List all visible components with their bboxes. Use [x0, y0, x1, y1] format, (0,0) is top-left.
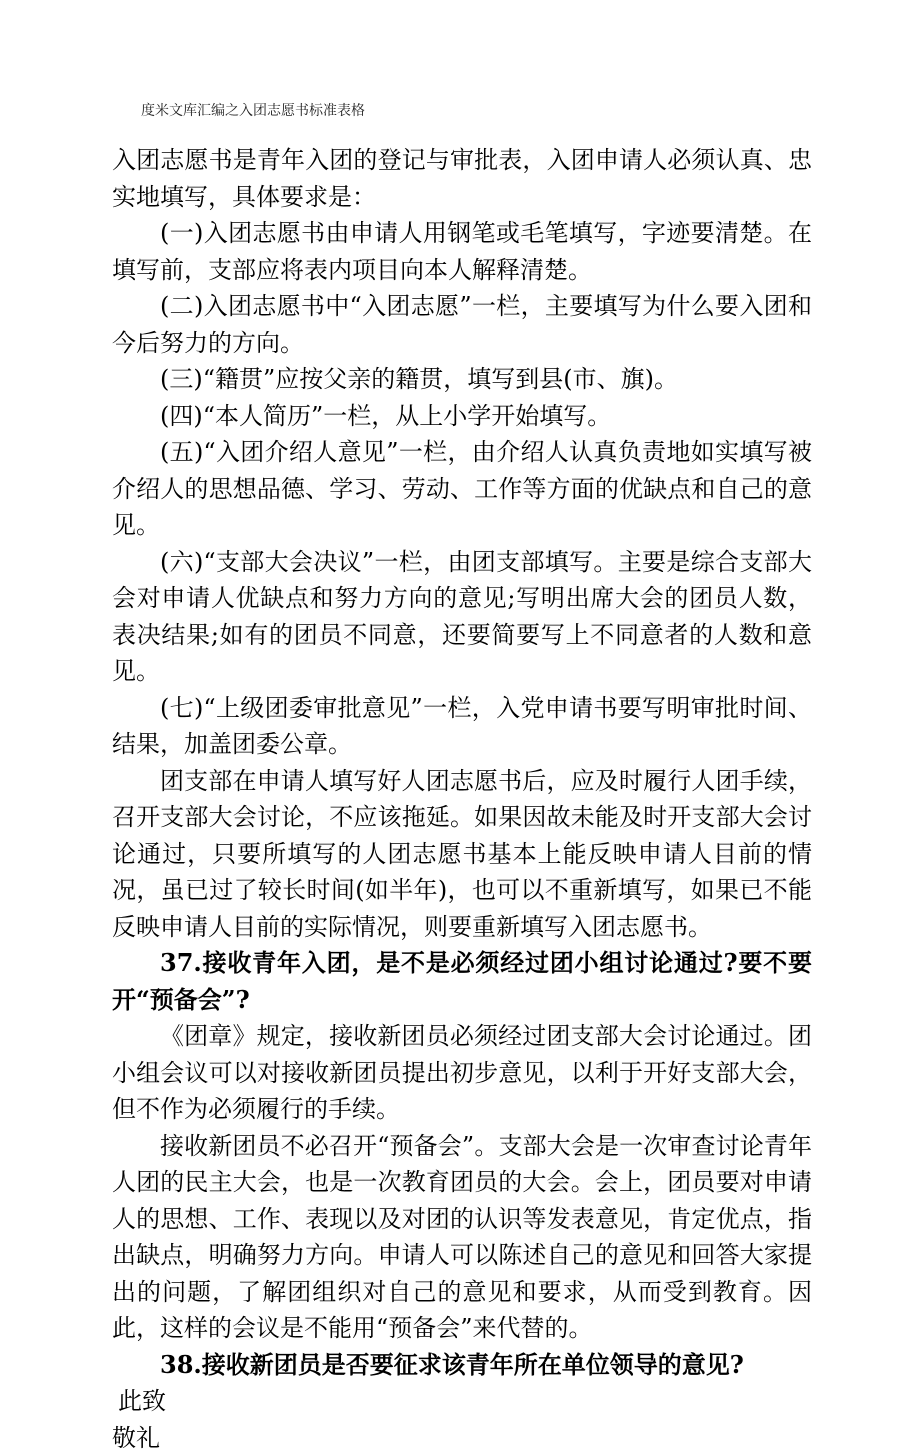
- requirement-5: (五)“入团介绍人意见”一栏，由介绍人认真负责地如实填写被介绍人的思想品德、学习、劳动、工作等方面的优缺点和自己的意见。: [112, 434, 812, 544]
- procedure-paragraph: 团支部在申请人填写好人团志愿书后，应及时履行人团手续，召开支部大会讨论，不应该拖延。如果因故未能及时开支部大会讨论通过，只要所填写的人团志愿书基本上能反映申请人目前的情况，虽已过了较长时间(如半年)，也可以不重新填写，如果已不能反映申请人目前的实际情况，则要重新填写入团志愿书。: [112, 763, 812, 946]
- requirement-1: (一)入团志愿书由申请人用钢笔或毛笔填写，字迹要清楚。在填写前，支部应将表内项目向本人解释清楚。: [112, 215, 812, 288]
- answer-37-part-2: 接收新团员不必召开“预备会”。支部大会是一次审查讨论青年人团的民主大会，也是一次教育团员的大会。会上，团员要对申请人的思想、工作、表现以及对团的认识等发表意见，肯定优点，指出缺点，明确努力方向。申请人可以陈述自己的意见和回答大家提出的问题，了解团组织对自己的意见和要求，从而受到教育。因此，这样的会议是不能用“预备会”来代替的。: [112, 1128, 812, 1347]
- question-37: 37.接收青年入团，是不是必须经过团小组讨论通过?要不要开“预备会”?: [112, 945, 812, 1018]
- answer-37-part-1: 《团章》规定，接收新团员必须经过团支部大会讨论通过。团小组会议可以对接收新团员提出初步意见，以利于开好支部大会，但不作为必须履行的手续。: [112, 1018, 812, 1128]
- closing-salutation: 此致: [112, 1383, 812, 1420]
- requirement-6: (六)“支部大会决议”一栏，由团支部填写。主要是综合支部大会对申请人优缺点和努力方向的意见;写明出席大会的团员人数，表决结果;如有的团员不同意，还要简要写上不同意者的人数和意见。: [112, 544, 812, 690]
- requirement-4: (四)“本人简历”一栏，从上小学开始填写。: [112, 398, 812, 435]
- requirement-3: (三)“籍贯”应按父亲的籍贯，填写到县(市、旗)。: [112, 361, 812, 398]
- document-header: 度米文库汇编之入团志愿书标准表格: [141, 101, 365, 121]
- document-body: [112, 142, 812, 1456]
- question-38: 38.接收新团员是否要征求该青年所在单位领导的意见?: [112, 1347, 812, 1384]
- closing-regards: 敬礼: [112, 1420, 812, 1456]
- requirement-7: (七)“上级团委审批意见”一栏，入党申请书要写明审批时间、结果，加盖团委公章。: [112, 690, 812, 763]
- intro-paragraph: 入团志愿书是青年入团的登记与审批表，入团申请人必须认真、忠实地填写，具体要求是：: [112, 142, 812, 215]
- requirement-2: (二)入团志愿书中“入团志愿”一栏，主要填写为什么要入团和今后努力的方向。: [112, 288, 812, 361]
